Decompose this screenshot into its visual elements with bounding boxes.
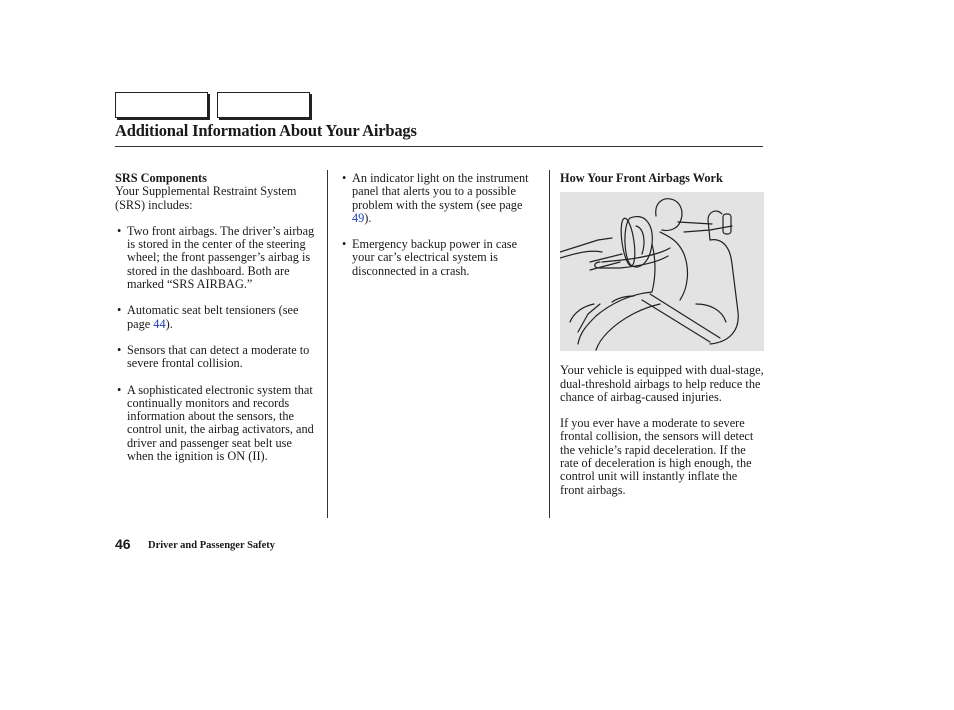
page-number: 46 [115,536,131,552]
column-srs-components [115,172,321,463]
list-item [115,384,321,464]
nav-button-1[interactable] [115,92,208,118]
bullet-icon: • [342,171,347,185]
bullet-icon: • [117,382,122,397]
list-item [115,304,321,331]
list-item [340,172,542,225]
bullet-text: An indicator light on the instrument panel that alerts you to a possible problem with the system (see page [352,171,529,212]
airbag-paragraph-2: If you ever have a moderate to severe frontal collision, the sensors will detect the vehicle’s rapid deceleration. If the rate of deceleration is high enough, the control unit will instantly inflate the front airbags. [560,416,754,497]
column-divider-2 [549,170,550,518]
section-name: Driver and Passenger Safety [148,540,276,551]
bullet-text: Two front airbags. The driver’s airbag is stored in the center of the steering wheel; the front passenger’s airbag is stored in the dashboard. Both are marked “SRS AIRBAG.” [127,223,315,292]
bullet-text: Emergency backup power in case your car’s electrical system is disconnected in a crash. [352,237,518,278]
airbag-paragraph-1: Your vehicle is equipped with dual-stage, dual-threshold airbags to help reduce the chance of airbag-caused injuries. [560,363,764,404]
srs-components-heading: SRS Components [115,171,207,185]
nav-button-2[interactable] [217,92,310,118]
how-airbags-work-heading: How Your Front Airbags Work [560,171,723,185]
page-link-44[interactable]: 44 [153,316,166,331]
column-srs-components-continued [340,172,542,278]
bullet-text: Automatic seat belt tensioners (see page [127,303,299,331]
bullet-icon: • [117,223,122,238]
bullet-icon: • [342,237,347,252]
page-link-49[interactable]: 49 [352,210,365,225]
bullet-text: A sophisticated electronic system that continually monitors and records information about the sensors, the control unit, the airbag activators, and driver and passenger seat belt use when the ignition is ON (II). [127,382,314,464]
column-how-airbags-work [560,172,764,497]
bullet-icon: • [117,342,122,357]
srs-intro: Your Supplemental Restraint System (SRS) includes: [115,184,297,212]
column-divider-1 [327,170,328,518]
bullet-text: Sensors that can detect a moderate to severe frontal collision. [127,342,310,371]
list-item [115,344,321,371]
page-title: Additional Information About Your Airbags [115,121,417,140]
list-item [340,238,542,278]
list-item [115,225,321,291]
bullet-text-end: ). [165,316,173,331]
airbag-deploy-illustration-icon [560,192,764,351]
bullet-icon: • [117,303,122,318]
title-divider [115,146,763,147]
bullet-text-end: ). [364,210,372,225]
